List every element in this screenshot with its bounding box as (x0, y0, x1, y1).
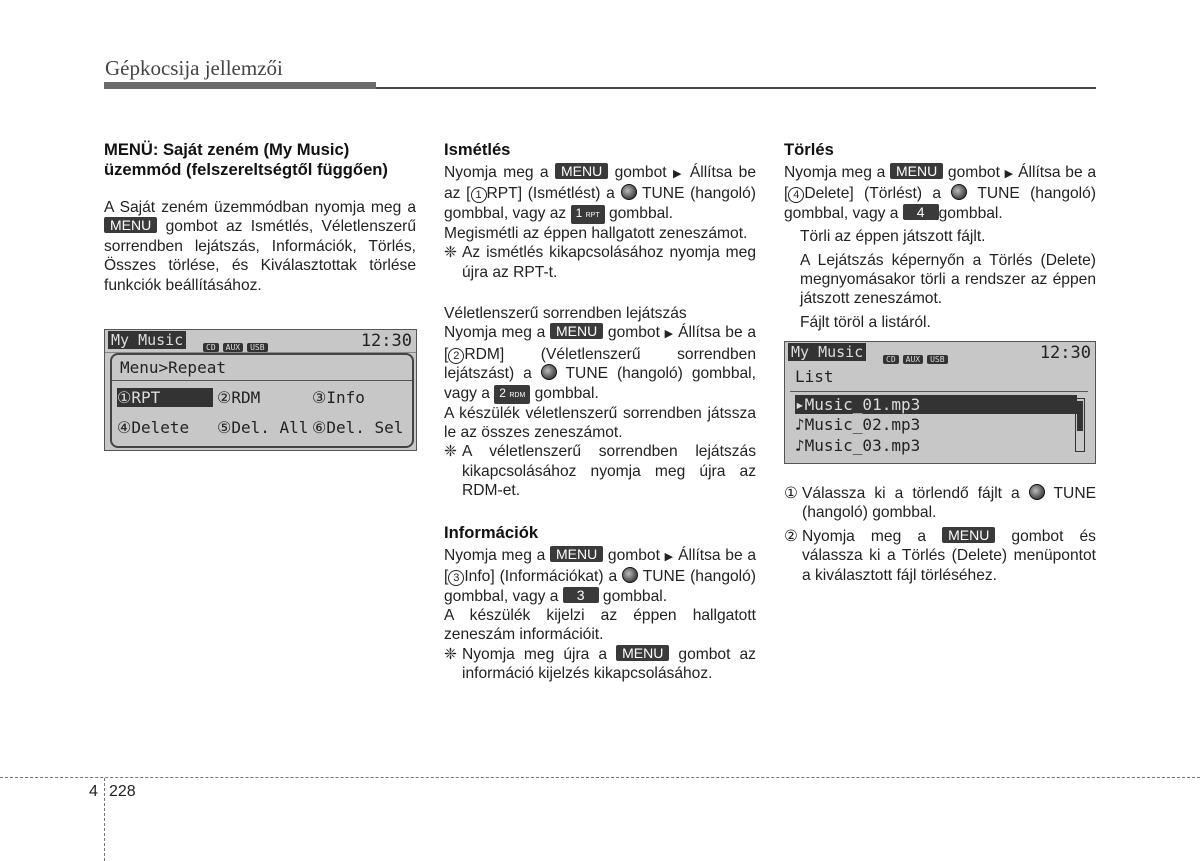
step-2: ② Nyomja meg a MENU gombot és válassza ki a Törlés (Delete) menüpontot a kiválasztott fájl törléséhez. (784, 526, 1096, 584)
usb-badge: USB (927, 355, 947, 364)
lcd-title: My Music (108, 331, 186, 349)
circled-number: 4 (788, 187, 804, 203)
footer-vertical-divider (104, 778, 105, 861)
key-2-rdm: 2 RDM (494, 385, 530, 404)
aux-badge: AUX (903, 355, 923, 364)
repeat-note: ❈ Az ismétlés kikapcsolásához nyomja meg újra az RPT-t. (444, 244, 756, 281)
random-note: ❈ A véletlenszerű sorrendben lejátszás kikapcsolásához nyomja meg újra az RDM-et. (444, 443, 756, 500)
column-repeat-random-info (444, 140, 756, 684)
circled-number: 3 (448, 570, 464, 586)
menu-button-label: MENU (550, 323, 603, 339)
chapter-number: 4 (89, 783, 98, 800)
random-body: A készülék véletlenszerű sorrendben játssza le az összes zeneszámot. (444, 404, 756, 442)
list-item: ▸Music_01.mp3 (795, 395, 1077, 414)
scrollbar (1075, 398, 1085, 452)
option-del-sel: ⑥Del. Sel (312, 418, 404, 437)
lcd-clock: 12:30 (1039, 343, 1091, 363)
menu-button-label: MENU (942, 527, 995, 543)
random-instructions: Nyomja meg a MENU gombot ▶ Állítsa be a [ 2 RDM] (Véletlenszerű sorrendben lejátszást) a TUNE (hangoló) gombbal, vagy a 2 RDM gombbal. (444, 323, 757, 402)
key-4: 4 (903, 204, 939, 220)
arrow-right-icon: ▶ (1004, 168, 1014, 180)
repeat-instructions: Nyomja meg a MENU gombot ▶ Állítsa be az [ 1 RPT] (Ismétlést) a TUNE (hangoló) gombbal, vagy az 1 RPT gombbal. (444, 163, 757, 222)
my-music-intro: A Saját zeném üzemmódban nyomja meg a MENU gombot az Ismétlés, Véletlenszerű sorrendben lejátszás, Információk, Törlés, Összes törlése, és Kiválasztottak törlése funkciók beállításához. (104, 199, 416, 294)
repeat-heading: Ismétlés (444, 140, 511, 159)
tune-knob-icon (622, 567, 638, 583)
lcd-list-screen (784, 341, 1096, 464)
menu-button-label: MENU (550, 546, 603, 562)
circled-number: 1 (471, 187, 487, 203)
arrow-right-icon: ▶ (672, 168, 684, 180)
key-1-rpt: 1 RPT (571, 205, 605, 224)
arrow-right-icon: ▶ (664, 328, 674, 341)
lcd-title: My Music (788, 343, 866, 361)
footer-divider (0, 777, 1200, 778)
option-rpt: ①RPT (117, 388, 213, 407)
list-item: ♪Music_03.mp3 (795, 436, 921, 455)
menu-button-label: MENU (104, 217, 157, 233)
tune-knob-icon (541, 364, 557, 380)
lcd-repeat-screen (104, 329, 417, 451)
step-1: ① Válassza ki a törlendő fájlt a TUNE (hangoló) gombbal. (784, 485, 1096, 522)
repeat-body: Megismétli az éppen hallgatott zeneszámot. (444, 224, 748, 242)
lcd-clock: 12:30 (360, 331, 412, 351)
header-rule-thin (376, 87, 1096, 89)
circled-number: 2 (448, 348, 464, 364)
file-list (790, 391, 1088, 460)
delete-heading: Törlés (784, 140, 834, 159)
source-badges (883, 347, 952, 366)
delete-steps (784, 484, 1096, 585)
info-body: A készülék kijelzi az éppen hallgatott zeneszám információit. (444, 606, 756, 644)
random-heading: Véletlenszerű sorrendben lejátszás (444, 305, 687, 323)
option-rdm: ②RDM (217, 388, 261, 407)
column-my-music (104, 140, 416, 295)
cd-badge: CD (883, 355, 899, 364)
delete-p2: A Lejátszás képernyőn a Törlés (Delete) megnyomásakor törli a rendszer az éppen játszott zeneszámot. (800, 251, 1096, 308)
menu-path: Menu>Repeat (120, 358, 226, 377)
menu-panel (110, 353, 414, 448)
option-del-all: ⑤Del. All (217, 418, 309, 437)
info-heading: Információk (444, 522, 539, 542)
tune-knob-icon (1029, 484, 1045, 500)
tune-knob-icon (621, 184, 637, 200)
my-music-heading: MENÜ: Saját zeném (My Music) üzemmód (felszereltségtől függően) (104, 140, 388, 179)
list-label: List (795, 367, 834, 386)
option-delete: ④Delete (117, 418, 190, 437)
list-item: ♪Music_02.mp3 (795, 415, 921, 434)
info-instructions: Nyomja meg a MENU gombot ▶ Állítsa be a [ 3 Info] (Információkat) a TUNE (hangoló) gombbal, vagy a 3 gombbal. (444, 545, 757, 605)
column-delete (784, 140, 1096, 332)
section-title: Gépkocsija jellemzői (105, 56, 283, 80)
note-mark-icon: ❈ (444, 645, 458, 663)
aux-badge: AUX (223, 343, 243, 352)
usb-badge: USB (247, 343, 267, 352)
page-number: 228 (109, 783, 136, 800)
option-info: ③Info (312, 388, 365, 407)
menu-button-label: MENU (616, 645, 669, 661)
header-rule-thick (104, 82, 376, 89)
delete-p3: Fájlt töröl a listáról. (800, 313, 931, 331)
info-note: ❈ Nyomja meg újra a MENU gombot az információ kijelzés kikapcsolásához. (444, 644, 756, 683)
delete-p1: Törli az éppen játszott fájlt. (800, 228, 986, 246)
note-mark-icon: ❈ (444, 244, 458, 262)
cd-badge: CD (203, 343, 219, 352)
arrow-right-icon: ▶ (664, 550, 674, 563)
key-3: 3 (563, 587, 599, 603)
delete-instructions: Nyomja meg a MENU gombot ▶ Állítsa be a [ 4 Delete] (Törlést) a TUNE (hangoló) gombbal, vagy a 4 gombbal. (784, 163, 1097, 222)
tune-knob-icon (951, 184, 967, 200)
source-badges (203, 335, 272, 354)
menu-button-label: MENU (555, 163, 608, 179)
note-mark-icon: ❈ (444, 443, 458, 461)
menu-button-label: MENU (890, 163, 943, 179)
